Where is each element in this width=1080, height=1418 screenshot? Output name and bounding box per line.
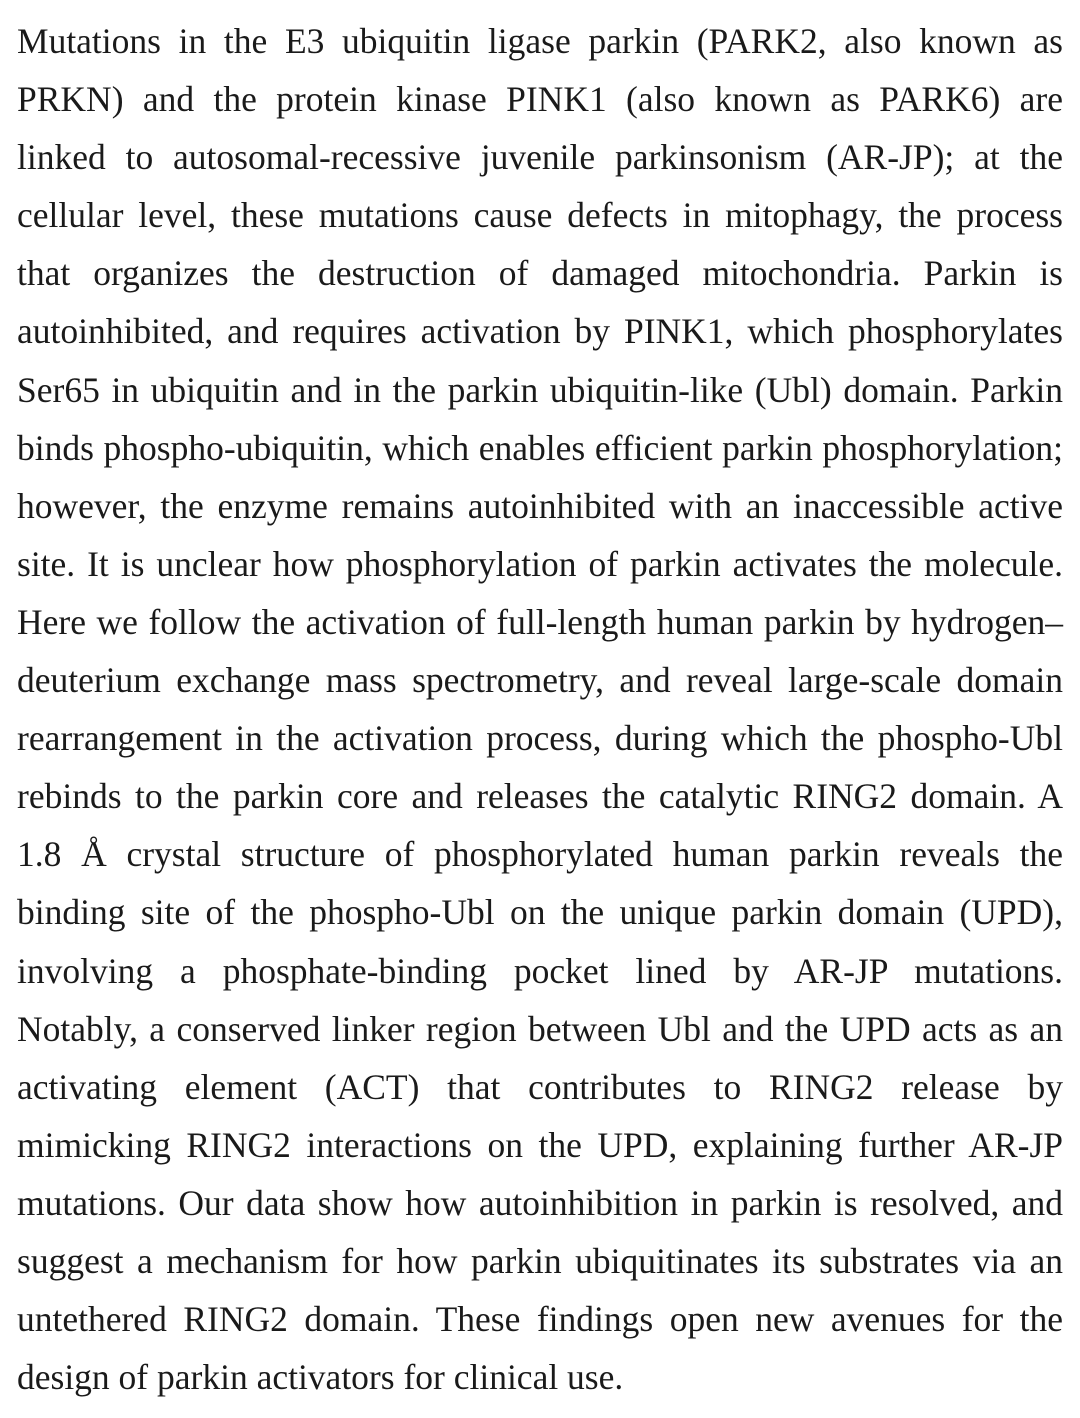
abstract-line: however, the enzyme remains autoinhibited with an inaccessible active <box>17 485 1063 526</box>
abstract-line: autoinhibited, and requires activation by PINK1, which phosphorylates <box>17 311 1063 352</box>
abstract-line: site. It is unclear how phosphorylation of parkin activates the molecule. <box>17 543 1063 584</box>
abstract-line: activating element (ACT) that contributes to RING2 release by <box>17 1066 1063 1107</box>
abstract-line: PRKN) and the protein kinase PINK1 (also known as PARK6) are <box>17 79 1063 120</box>
abstract-line: untethered RING2 domain. These findings open new avenues for the <box>17 1299 1063 1340</box>
abstract-line: mimicking RING2 interactions on the UPD, explaining further AR-JP <box>17 1124 1063 1165</box>
abstract-line: binding site of the phospho-Ubl on the unique parkin domain (UPD), <box>17 892 1063 933</box>
abstract-line: Here we follow the activation of full-length human parkin by hydrogen– <box>17 601 1063 642</box>
abstract-line: linked to autosomal-recessive juvenile parkinsonism (AR-JP); at the <box>17 137 1063 178</box>
abstract-line: suggest a mechanism for how parkin ubiquitinates its substrates via an <box>17 1240 1063 1281</box>
abstract-line: deuterium exchange mass spectrometry, and reveal large-scale domain <box>17 660 1063 701</box>
abstract-paragraph <box>17 12 1063 1406</box>
abstract-line-last: design of parkin activators for clinical use. <box>17 1357 624 1398</box>
abstract-line: mutations. Our data show how autoinhibition in parkin is resolved, and <box>17 1182 1063 1223</box>
abstract-line: Ser65 in ubiquitin and in the parkin ubiquitin-like (Ubl) domain. Parkin <box>17 369 1063 410</box>
abstract-line: 1.8 Å crystal structure of phosphorylated human parkin reveals the <box>17 834 1063 875</box>
abstract-line: cellular level, these mutations cause defects in mitophagy, the process <box>17 195 1063 236</box>
abstract-line: Mutations in the E3 ubiquitin ligase parkin (PARK2, also known as <box>17 21 1063 61</box>
abstract-line: binds phospho-ubiquitin, which enables efficient parkin phosphorylation; <box>17 427 1063 468</box>
abstract-line: rearrangement in the activation process, during which the phospho-Ubl <box>17 718 1063 759</box>
abstract-line: Notably, a conserved linker region between Ubl and the UPD acts as an <box>17 1008 1063 1049</box>
abstract-line: involving a phosphate-binding pocket lined by AR-JP mutations. <box>17 950 1063 991</box>
abstract-line: rebinds to the parkin core and releases the catalytic RING2 domain. A <box>17 776 1063 817</box>
abstract-line: that organizes the destruction of damaged mitochondria. Parkin is <box>17 253 1063 294</box>
